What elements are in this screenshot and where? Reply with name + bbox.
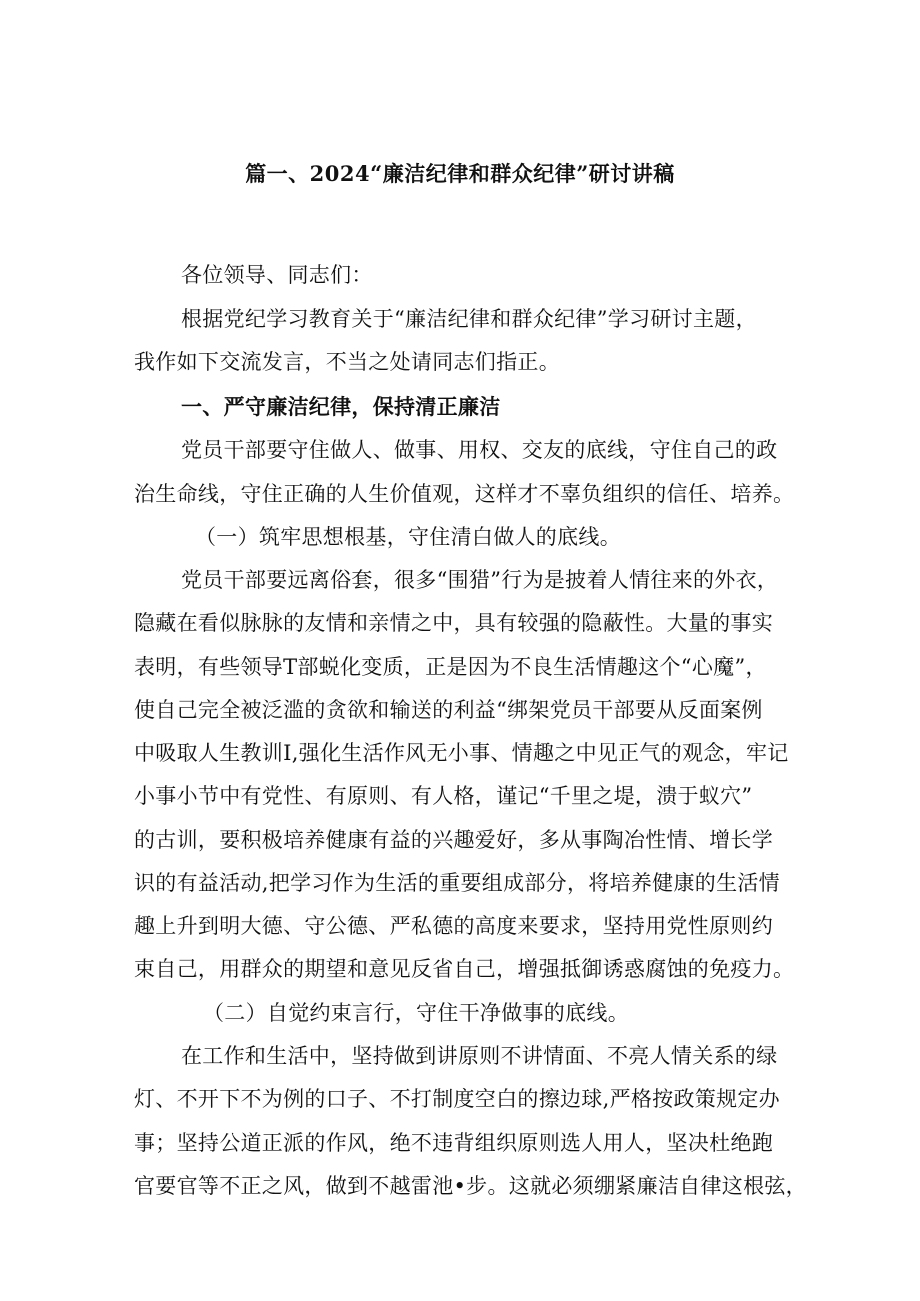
intro-line-1: 根据党纪学习教育关于“廉洁纪律和群众纪律”学习研讨主题， [181,307,757,331]
para2-line-9: 趣上升到明大德、守公德、严私德的高度来要求，坚持用党性原则约 [134,914,773,938]
para2-line-5: 中吸取人生教训I,强化生活作风无小事、情趣之中见正气的观念，牢记 [134,741,789,765]
subheading-2: （二）自觉约束言行，守住干净做事的底线。 [203,1001,629,1025]
para3-line-3: 事；坚持公道正派的作风，绝不违背组织原则选人用人，坚决杜绝跑 [134,1131,773,1155]
section-heading-1: 一、严守廉洁纪律，保持清正廉洁 [181,394,501,419]
para2-line-10: 束自己，用群众的期望和意见反省自己，增强抵御诱惑腐蚀的免疫力。 [134,957,795,981]
para2-line-8: 识的有益活动,把学习作为生活的重要组成部分，将培养健康的生活情 [134,871,780,895]
para3-line-1: 在工作和生活中，坚持做到讲原则不讲情面、不亮人情关系的绿 [181,1044,778,1068]
para2-line-7: 的古训，要积极培养健康有益的兴趣爱好，多从事陶冶性情、增长学 [134,828,773,852]
para2-line-1: 党员干部要远离俗套，很多“围猎”行为是披着人情往来的外衣， [181,568,779,592]
document-title: 篇一、2024“廉洁纪律和群众纪律”研讨讲稿 [245,161,675,186]
intro-line-2: 我作如下交流发言，不当之处请同志们指正。 [134,350,560,374]
greeting: 各位领导、同志们： [181,263,373,287]
para2-line-2: 隐藏在看似脉脉的友情和亲情之中，具有较强的隐蔽性。大量的事实 [134,611,773,635]
para1-line-2: 治生命线，守住正确的人生价值观，这样才不辜负组织的信任、培养。 [134,482,795,506]
para2-line-3: 表明，有些领导T部蜕化变质，正是因为不良生活情趣这个“心魔”， [134,655,767,679]
subheading-1: （一）筑牢思想根基，守住清白做人的底线。 [195,525,621,549]
para2-line-4: 使自己完全被泛滥的贪欲和输送的利益“绑架党员干部要从反面案例 [134,698,763,722]
para2-line-6: 小事小节中有党性、有原则、有人格，谨记“千里之堤，溃于蚁穴” [134,784,753,808]
para1-line-1: 党员干部要守住做人、做事、用权、交友的底线，守住自己的政 [181,438,778,462]
para3-line-4: 官要官等不正之风，做到不越雷池•步。这就必须绷紧廉洁自律这根弦， [134,1174,807,1198]
para3-line-2: 灯、不开下不为例的口子、不打制度空白的擦边球,严格按政策规定办 [134,1087,780,1111]
